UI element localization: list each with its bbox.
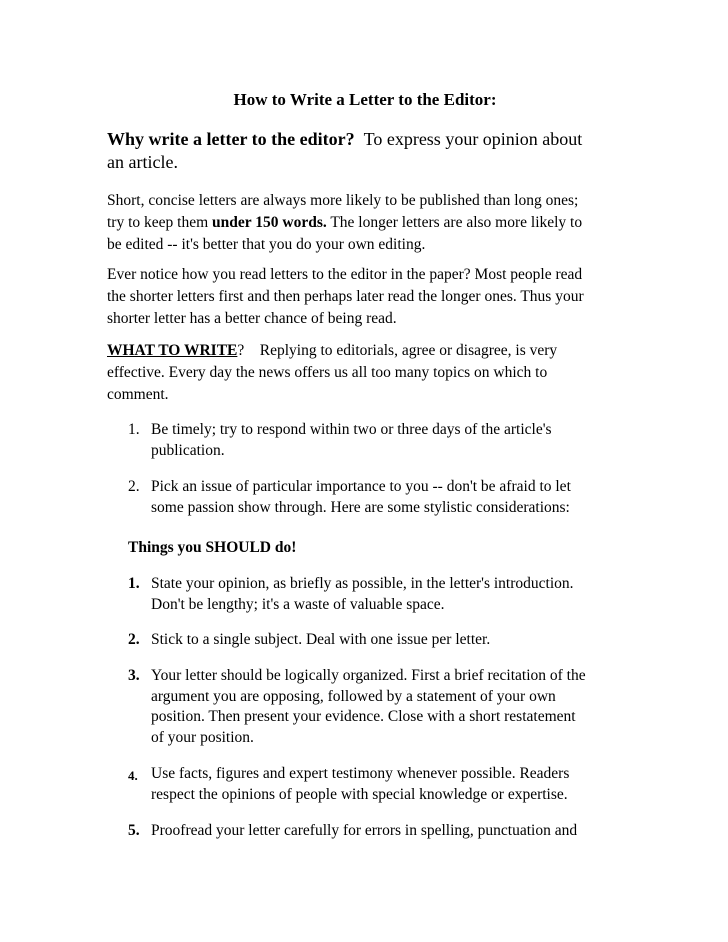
page-title [0,89,728,111]
should-do-text [151,764,569,805]
list-item-number: 1. [128,421,140,438]
should-do-text [151,666,586,748]
should-do-text [151,574,574,615]
short-line-1: Short, concise letters are always more likely to be published than long ones; [107,192,579,209]
list-item-text [151,420,552,461]
page-title-text: How to Write a Letter to the Editor: [233,90,497,109]
intro-question: Why write a letter to the editor? [107,129,355,149]
short-letters-paragraph [107,190,627,257]
should-do-line: position. Then present your evidence. Close with a short restatement [151,708,576,725]
list-item-line: some passion show through. Here are some stylistic considerations: [151,498,570,516]
should-do-text [151,821,577,842]
short-line-3: be edited -- it's better that you do your own editing. [107,236,426,254]
notice-paragraph [107,264,627,331]
what-to-write-paragraph [107,340,627,407]
short-line-2 [107,212,627,234]
what-line-3: comment. [107,386,169,404]
what-after-heading: ? Replying to editorials, agree or disagree, is very [237,342,558,359]
list-item-text [151,477,571,518]
list-item-line: publication. [151,441,225,459]
should-do-line: Proofread your letter carefully for errors in spelling, punctuation and [151,822,578,839]
should-do-number: 4. [128,768,138,783]
should-do-number: 3. [128,667,140,684]
intro-answer: To express your opinion about [363,129,583,149]
should-do-line: respect the opinions of people with special knowledge or expertise. [151,785,568,803]
should-do-line: Stick to a single subject. Deal with one issue per letter. [151,631,491,648]
short-line-2-pre: try to keep them [107,214,213,232]
should-do-line: Use facts, figures and expert testimony whenever possible. Readers [151,765,570,782]
list-item-line: Be timely; try to respond within two or three days of the article's [151,421,552,438]
what-to-write-heading: WHAT TO WRITE [107,342,238,359]
notice-line-2: the shorter letters first and then perhaps later read the longer ones. Thus your [107,288,584,306]
intro-line-1 [107,128,627,151]
what-line-1 [107,340,627,362]
intro-paragraph [107,128,627,174]
what-line-2: effective. Every day the news offers us all too many topics on which to [107,364,548,382]
word-limit-emphasis: under 150 words. [212,214,327,232]
should-do-heading: Things you SHOULD do! [128,539,297,556]
should-do-line: Don't be lengthy; it's a waste of valuable space. [151,595,445,613]
notice-line-3: shorter letter has a better chance of being read. [107,310,397,328]
should-do-line: State your opinion, as briefly as possible, in the letter's introduction. [151,575,574,592]
list-item-number: 2. [128,478,140,495]
should-do-text [151,630,490,651]
should-do-number: 5. [128,822,140,839]
should-do-number: 1. [128,575,140,592]
should-do-line: Your letter should be logically organized. First a brief recitation of the [151,667,586,684]
notice-line-1: Ever notice how you read letters to the editor in the paper? Most people read [107,266,583,283]
list-item-line: Pick an issue of particular importance to you -- don't be afraid to let [151,478,571,495]
should-do-line: argument you are opposing, followed by a statement of your own [151,687,556,705]
should-do-number: 2. [128,631,140,648]
intro-line-2: an article. [107,152,178,172]
short-line-2-post: The longer letters are also more likely to [326,214,583,232]
should-do-line: of your position. [151,728,254,746]
